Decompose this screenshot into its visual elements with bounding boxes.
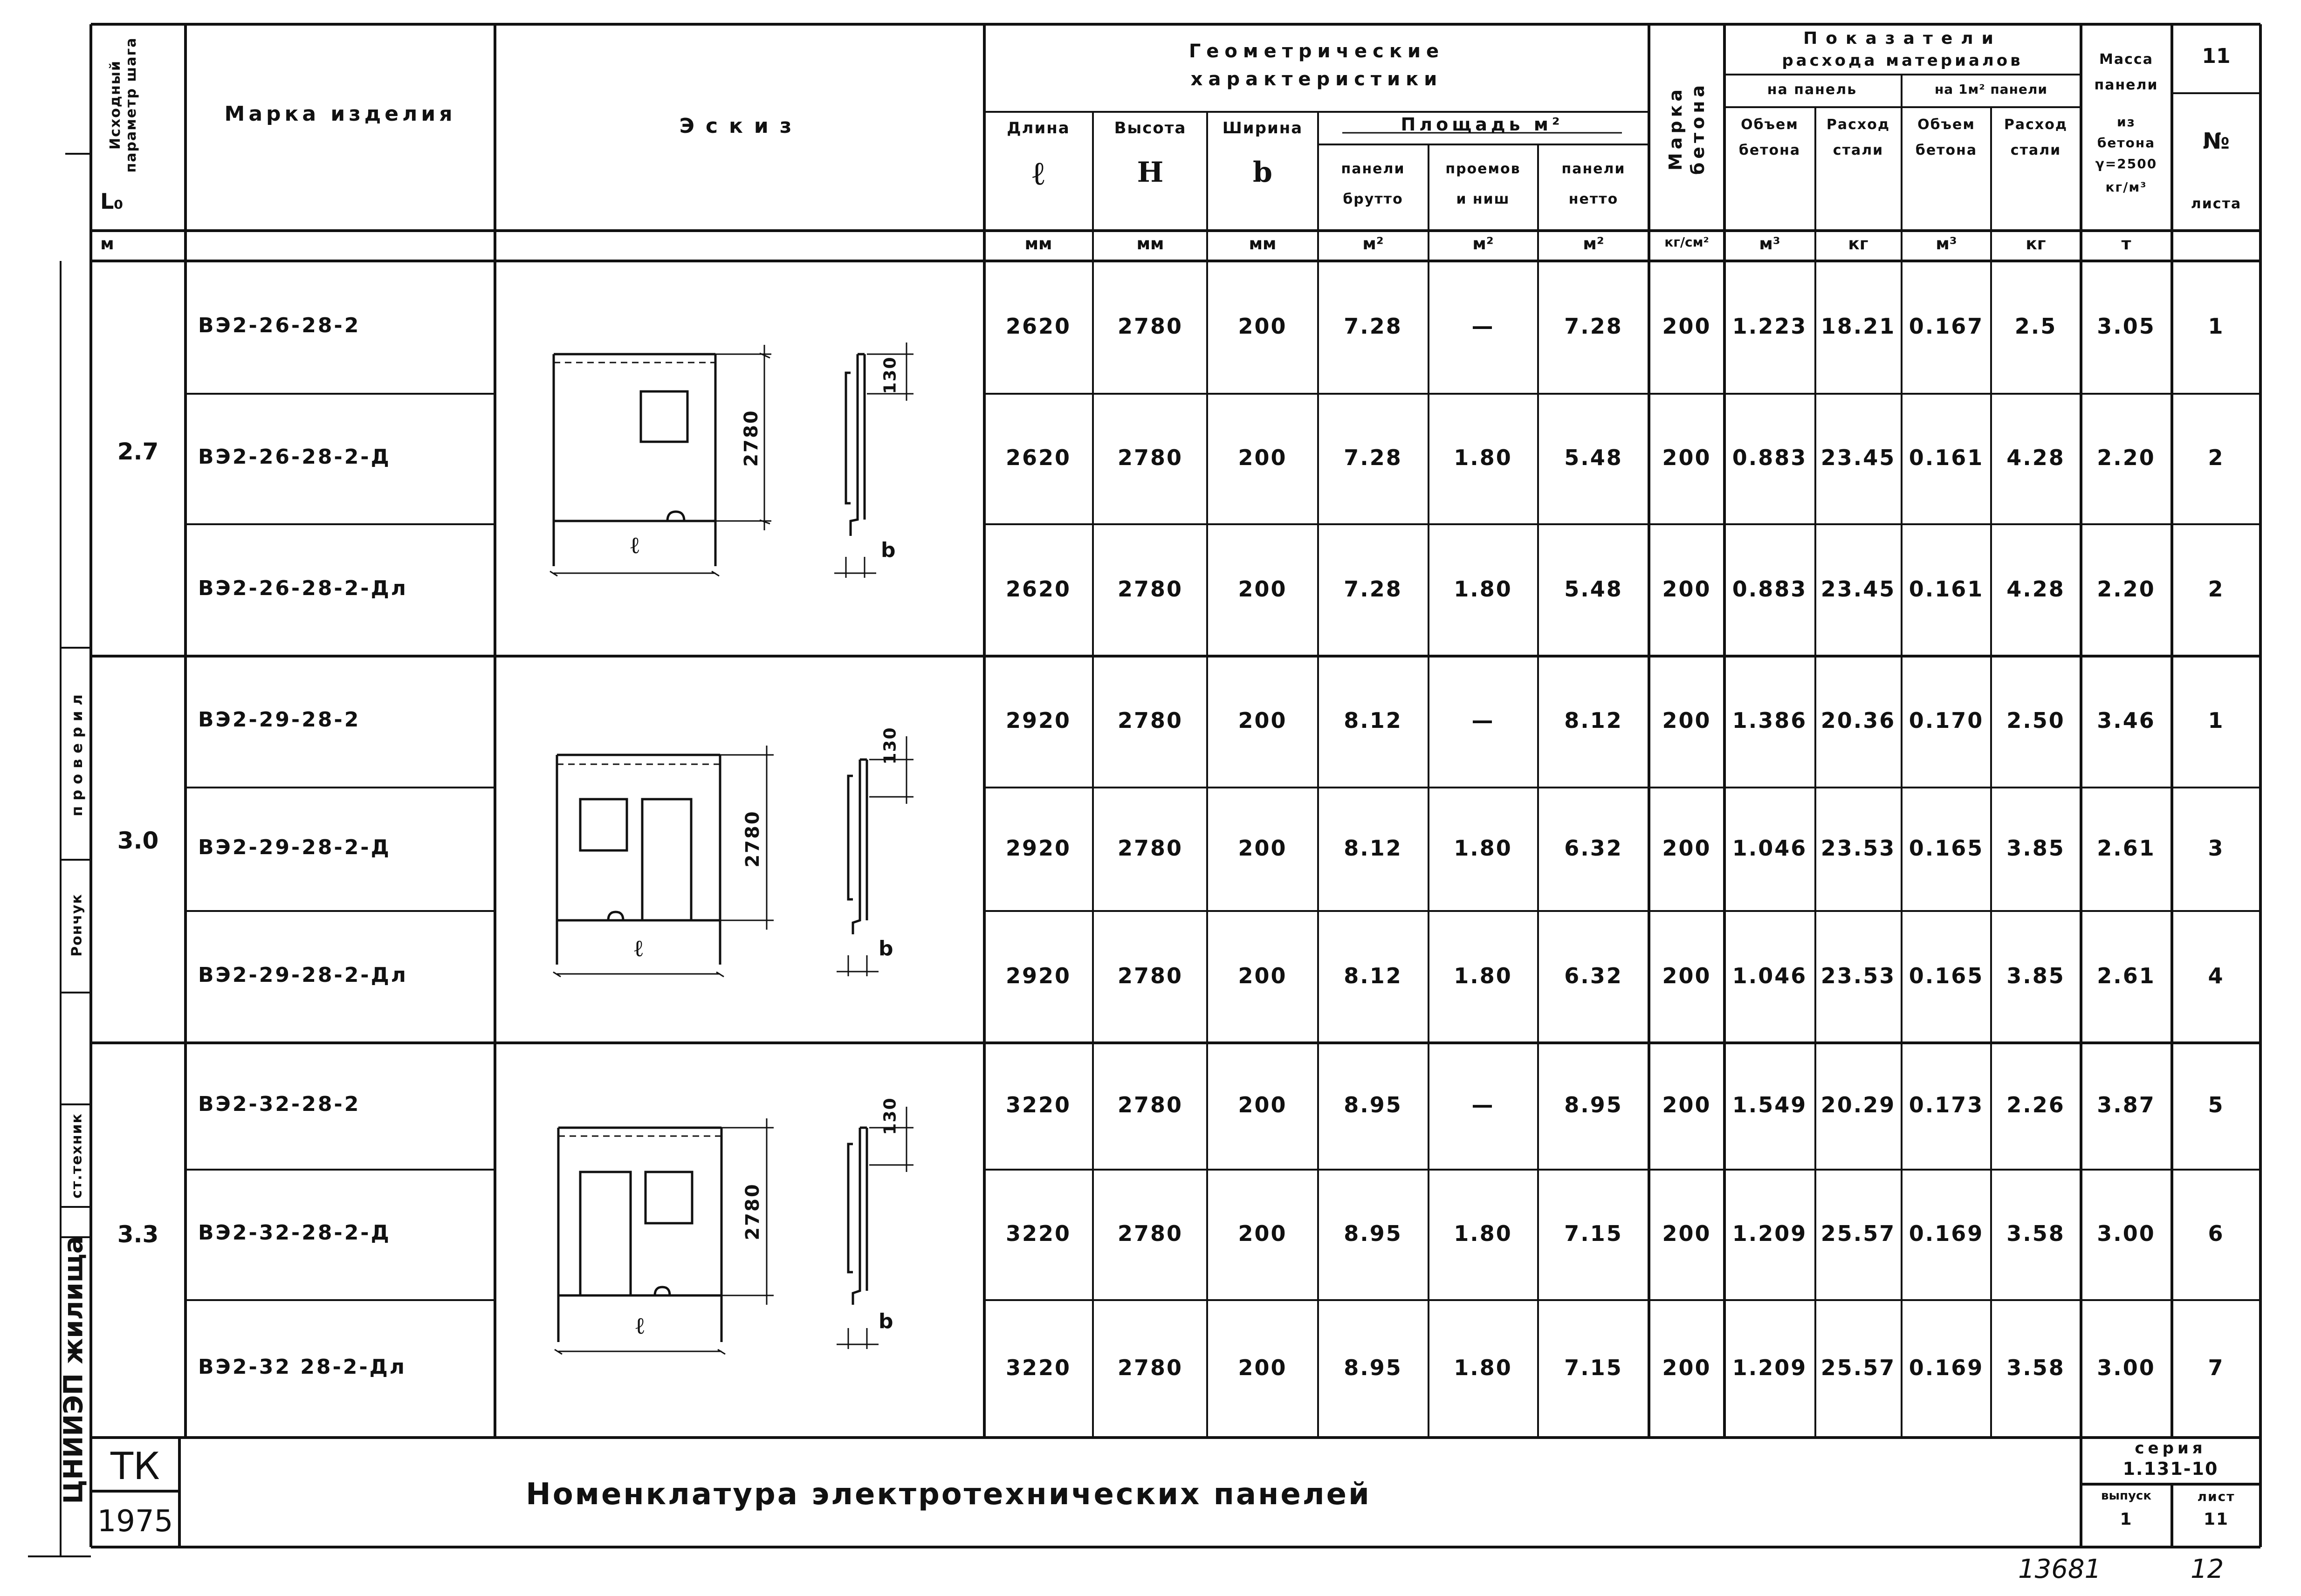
cell-gross: 8.12	[1344, 963, 1402, 988]
cell-steel-m2: 3.85	[2006, 963, 2065, 988]
cell-vol-m2: 0.161	[1909, 576, 1984, 602]
cell-sheet: 7	[2208, 1355, 2225, 1380]
unit-cell: кг	[2026, 234, 2046, 253]
header-height: Высота	[1114, 119, 1187, 137]
header-param: Исходный параметр шага	[107, 37, 139, 173]
cell-steel-m2: 4.28	[2006, 576, 2065, 602]
cell-b: 200	[1238, 1355, 1287, 1380]
sheet-title: Номенклатура электротехнических панелей	[526, 1477, 1371, 1512]
cell-vol-m2: 0.165	[1909, 963, 1984, 988]
sketch-dim-length: ℓ	[630, 531, 639, 559]
header-area: Площадь м²	[1401, 114, 1564, 135]
cell-l: 2620	[1005, 313, 1072, 339]
cell-l: 3220	[1005, 1355, 1072, 1380]
cell-vol-m2: 0.170	[1909, 708, 1984, 733]
cell-sheet: 6	[2208, 1221, 2225, 1246]
cell-b: 200	[1238, 963, 1287, 988]
cell-net: 5.48	[1564, 576, 1623, 602]
margin-tech: ст.техник	[69, 1113, 85, 1199]
cell-vol: 1.046	[1732, 963, 1807, 988]
unit-cell: м³	[1936, 234, 1957, 253]
cell-sheet: 1	[2208, 708, 2225, 733]
cell-mass: 3.46	[2097, 708, 2156, 733]
sketch-dim-height: 2780	[742, 810, 763, 868]
header-area-net-1: панели	[1561, 161, 1626, 177]
cell-open: 1.80	[1454, 445, 1512, 470]
cell-grade: 200	[1662, 963, 1711, 988]
cell-b: 200	[1238, 708, 1287, 733]
cell-net: 6.32	[1564, 963, 1623, 988]
header-vol-m2-1: Объем	[1917, 116, 1975, 133]
cell-h: 2780	[1117, 313, 1183, 339]
header-length: Длина	[1007, 119, 1070, 137]
cell-mass: 2.20	[2097, 445, 2156, 470]
cell-gross: 8.95	[1344, 1355, 1402, 1380]
header-concrete-grade: Марка бетона	[1665, 81, 1708, 175]
cell-steel: 20.29	[1820, 1092, 1896, 1117]
institute-stamp: ЦНИИЭП жилища	[58, 1236, 89, 1504]
cell-mass: 2.61	[2097, 963, 2156, 988]
header-area-open-1: проемов	[1445, 161, 1521, 177]
unit-cell: м³	[1759, 234, 1780, 253]
cell-b: 200	[1238, 313, 1287, 339]
footer-right: 12	[2191, 1554, 2224, 1584]
sketch-dim-width: b	[879, 1309, 893, 1333]
unit-cell: кг/см²	[1664, 234, 1709, 250]
series-value: 1.131-10	[2122, 1459, 2219, 1479]
cell-open: 1.80	[1454, 1355, 1512, 1380]
unit-cell: мм	[1024, 234, 1052, 253]
cell-sheet: 5	[2208, 1092, 2225, 1117]
cell-open: 1.80	[1454, 963, 1512, 988]
series-label: серия	[2135, 1439, 2206, 1458]
cell-gross: 7.28	[1344, 445, 1402, 470]
sketch-dim-length: ℓ	[634, 934, 643, 962]
header-steel-2: стали	[1833, 142, 1884, 158]
cell-vol-m2: 0.167	[1909, 313, 1984, 339]
sheet-number: 11	[2202, 44, 2231, 68]
header-vol-m2-2: бетона	[1915, 142, 1978, 158]
year-label: 1975	[97, 1504, 173, 1539]
cell-l: 2920	[1005, 963, 1072, 988]
cell-gross: 7.28	[1344, 313, 1402, 339]
header-steel-m2-1: Расход	[2004, 116, 2068, 133]
sketch-dim-height: 2780	[742, 1183, 763, 1240]
cell-h: 2780	[1117, 1092, 1183, 1117]
product-mark: ВЭ2-29-28-2	[198, 708, 361, 732]
header-vol-2: бетона	[1738, 142, 1801, 158]
panel-sketch-1	[550, 342, 914, 578]
cell-b: 200	[1238, 1092, 1287, 1117]
cell-net: 8.95	[1564, 1092, 1623, 1117]
cell-gross: 8.95	[1344, 1221, 1402, 1246]
group-param: 2.7	[117, 438, 159, 465]
header-area-net-2: нетто	[1568, 191, 1619, 207]
cell-vol-m2: 0.169	[1909, 1355, 1984, 1380]
sheet-value: 11	[2203, 1510, 2229, 1529]
cell-net: 8.12	[1564, 708, 1623, 733]
header-height-sym: H	[1137, 156, 1164, 189]
cell-vol-m2: 0.161	[1909, 445, 1984, 470]
sketch-dim-width: b	[879, 937, 893, 960]
unit-cell: м²	[1472, 234, 1494, 253]
margin-checked: проверил	[68, 689, 86, 816]
cell-vol: 0.883	[1732, 445, 1807, 470]
cell-mass: 3.00	[2097, 1355, 2156, 1380]
product-mark: ВЭ2-26-28-2-Д	[198, 445, 391, 469]
cell-b: 200	[1238, 445, 1287, 470]
header-mass-1: Масса	[2099, 51, 2153, 68]
cell-vol: 1.223	[1732, 313, 1807, 339]
cell-vol: 1.209	[1732, 1221, 1807, 1246]
group-param: 3.3	[117, 1221, 159, 1248]
cell-steel: 23.53	[1820, 963, 1896, 988]
cell-steel: 23.53	[1820, 835, 1896, 861]
cell-h: 2780	[1117, 963, 1183, 988]
cell-l: 2920	[1005, 835, 1072, 861]
header-mass-3: из	[2117, 114, 2136, 130]
cell-l: 3220	[1005, 1221, 1072, 1246]
cell-h: 2780	[1117, 445, 1183, 470]
cell-vol: 1.209	[1732, 1355, 1807, 1380]
cell-gross: 7.28	[1344, 576, 1402, 602]
cell-steel: 20.36	[1820, 708, 1896, 733]
cell-steel: 25.57	[1820, 1355, 1896, 1380]
cell-net: 5.48	[1564, 445, 1623, 470]
unit-cell: мм	[1136, 234, 1164, 253]
cell-grade: 200	[1662, 835, 1711, 861]
sketch-dim-top: 130	[880, 726, 900, 765]
cell-net: 7.15	[1564, 1221, 1623, 1246]
cell-sheet: 4	[2208, 963, 2225, 988]
sketch-dim-top: 130	[880, 1097, 900, 1135]
header-area-gross-2: брутто	[1343, 191, 1403, 207]
cell-grade: 200	[1662, 708, 1711, 733]
cell-b: 200	[1238, 1221, 1287, 1246]
cell-h: 2780	[1117, 708, 1183, 733]
cell-gross: 8.95	[1344, 1092, 1402, 1117]
issue-value: 1	[2120, 1510, 2133, 1529]
issue-label: выпуск	[2101, 1489, 2151, 1503]
cell-steel-m2: 3.85	[2006, 835, 2065, 861]
cell-open: 1.80	[1454, 576, 1512, 602]
panel-sketch-3	[555, 1107, 914, 1354]
cell-l: 3220	[1005, 1092, 1072, 1117]
sheet-label: лист	[2197, 1489, 2235, 1504]
cell-open: —	[1471, 1092, 1495, 1117]
footer-left: 13681	[2018, 1554, 2102, 1584]
header-mass-4: бетона	[2097, 135, 2156, 151]
unit-cell: кг	[1848, 234, 1868, 253]
header-param-symbol: L₀	[100, 189, 124, 214]
cell-net: 7.15	[1564, 1355, 1623, 1380]
cell-h: 2780	[1117, 1355, 1183, 1380]
cell-mass: 3.87	[2097, 1092, 2156, 1117]
cell-steel-m2: 3.58	[2006, 1355, 2065, 1380]
cell-mass: 3.00	[2097, 1221, 2156, 1246]
cell-vol: 1.046	[1732, 835, 1807, 861]
product-mark: ВЭ2-29-28-2-Дл	[198, 963, 408, 987]
header-steel-1: Расход	[1826, 116, 1890, 133]
product-mark: ВЭ2-29-28-2-Д	[198, 835, 391, 859]
cell-mass: 3.05	[2097, 313, 2156, 339]
header-per-panel: на панель	[1767, 82, 1857, 98]
cell-gross: 8.12	[1344, 708, 1402, 733]
unit-cell: мм	[1249, 234, 1277, 253]
cell-steel-m2: 2.5	[2014, 313, 2057, 339]
cell-vol: 1.549	[1732, 1092, 1807, 1117]
cell-open: —	[1471, 313, 1495, 339]
header-mark: Марка изделия	[224, 102, 456, 126]
product-mark: ВЭ2-32 28-2-Дл	[198, 1355, 407, 1379]
cell-sheet: 2	[2208, 576, 2225, 602]
cell-grade: 200	[1662, 1221, 1711, 1246]
cell-b: 200	[1238, 576, 1287, 602]
cell-vol-m2: 0.165	[1909, 835, 1984, 861]
cell-vol-m2: 0.173	[1909, 1092, 1984, 1117]
cell-steel-m2: 3.58	[2006, 1221, 2065, 1246]
header-sheet-no-1: №	[2203, 128, 2230, 154]
cell-steel: 23.45	[1820, 445, 1896, 470]
cell-grade: 200	[1662, 1092, 1711, 1117]
cell-l: 2920	[1005, 708, 1072, 733]
header-length-sym: ℓ	[1032, 154, 1045, 192]
header-mass-5: γ=2500	[2095, 156, 2157, 171]
cell-steel: 18.21	[1820, 313, 1896, 339]
cell-grade: 200	[1662, 576, 1711, 602]
unit-cell: м	[100, 234, 114, 253]
header-mass-2: панели	[2094, 77, 2158, 93]
cell-vol-m2: 0.169	[1909, 1221, 1984, 1246]
header-mass-6: кг/м³	[2105, 179, 2147, 195]
cell-sheet: 3	[2208, 835, 2225, 861]
cell-steel: 23.45	[1820, 576, 1896, 602]
product-mark: ВЭ2-26-28-2	[198, 313, 361, 337]
header-geom: Геометрические характеристики	[1188, 41, 1445, 90]
cell-vol: 1.386	[1732, 708, 1807, 733]
product-mark: ВЭ2-26-28-2-Дл	[198, 576, 408, 600]
cell-grade: 200	[1662, 313, 1711, 339]
cell-net: 6.32	[1564, 835, 1623, 861]
product-mark: ВЭ2-32-28-2	[198, 1092, 361, 1116]
header-steel-m2-2: стали	[2010, 142, 2061, 158]
cell-steel-m2: 2.26	[2006, 1092, 2065, 1117]
unit-cell: м²	[1583, 234, 1604, 253]
product-mark: ВЭ2-32-28-2-Д	[198, 1221, 391, 1245]
cell-open: 1.80	[1454, 835, 1512, 861]
unit-cell: м²	[1362, 234, 1384, 253]
header-consumption-1: Показатели	[1803, 29, 2002, 48]
cell-sheet: 1	[2208, 313, 2225, 339]
header-area-gross-1: панели	[1341, 161, 1405, 177]
margin-name: Рончук	[69, 893, 85, 957]
cell-h: 2780	[1117, 835, 1183, 861]
header-vol-1: Объем	[1741, 116, 1799, 133]
cell-vol: 0.883	[1732, 576, 1807, 602]
header-width: Ширина	[1222, 119, 1303, 137]
cell-steel-m2: 4.28	[2006, 445, 2065, 470]
tk-label: ТК	[110, 1445, 160, 1488]
cell-steel-m2: 2.50	[2006, 708, 2065, 733]
header-sheet-no-2: листа	[2191, 196, 2242, 212]
header-per-m2: на 1м² панели	[1934, 82, 2048, 97]
panel-sketch-2	[553, 736, 914, 977]
sketch-dim-top: 130	[880, 356, 900, 394]
cell-h: 2780	[1117, 576, 1183, 602]
header-sketch: Эскиз	[679, 114, 803, 138]
cell-net: 7.28	[1564, 313, 1623, 339]
cell-h: 2780	[1117, 1221, 1183, 1246]
unit-cell: т	[2121, 234, 2131, 253]
sketch-dim-length: ℓ	[635, 1312, 645, 1339]
header-width-sym: b	[1253, 156, 1272, 189]
cell-b: 200	[1238, 835, 1287, 861]
cell-l: 2620	[1005, 445, 1072, 470]
sketch-dim-width: b	[881, 538, 896, 562]
cell-steel: 25.57	[1820, 1221, 1896, 1246]
cell-open: 1.80	[1454, 1221, 1512, 1246]
header-consumption-2: расхода материалов	[1782, 51, 2023, 70]
cell-gross: 8.12	[1344, 835, 1402, 861]
cell-l: 2620	[1005, 576, 1072, 602]
cell-open: —	[1471, 708, 1495, 733]
cell-sheet: 2	[2208, 445, 2225, 470]
sketch-dim-height: 2780	[741, 409, 762, 467]
cell-grade: 200	[1662, 445, 1711, 470]
cell-mass: 2.20	[2097, 576, 2156, 602]
group-param: 3.0	[117, 827, 159, 854]
cell-grade: 200	[1662, 1355, 1711, 1380]
cell-mass: 2.61	[2097, 835, 2156, 861]
header-area-open-2: и ниш	[1456, 191, 1510, 207]
